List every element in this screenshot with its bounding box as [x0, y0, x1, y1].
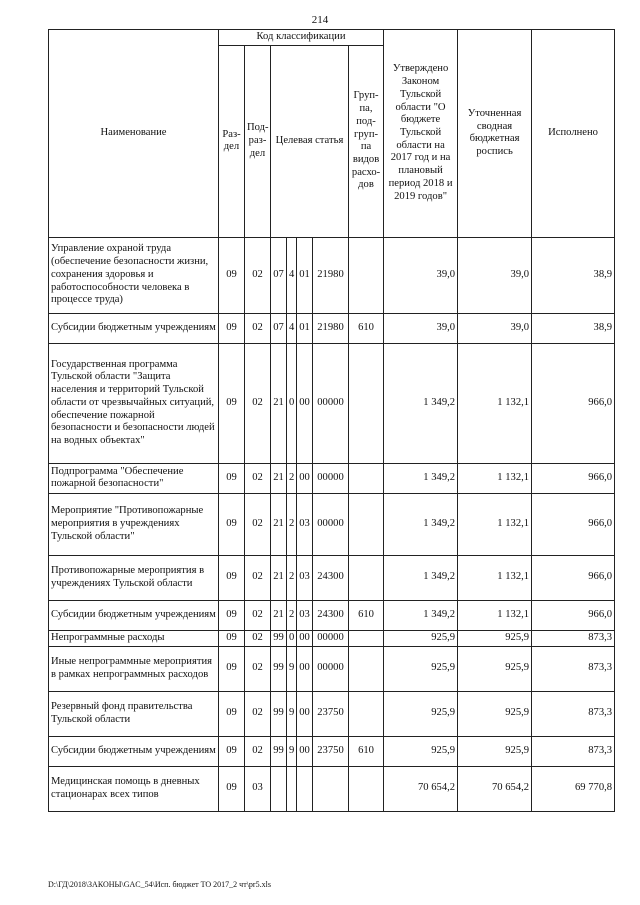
row-podrazdel: 02: [245, 463, 271, 493]
row-name: Субсидии бюджетным учреждениям: [49, 600, 219, 630]
row-target-event: 00: [297, 646, 313, 691]
row-razdel: 09: [219, 691, 245, 736]
table-row: [49, 555, 615, 600]
row-revised: 70 654,2: [458, 766, 532, 811]
file-path-footer: D:\ГД\2018\ЗАКОНЫ\GAC_54\Исп. бюджет ТО 2017_2 чт\pr5.xls: [48, 880, 271, 889]
row-target-direction: 24300: [313, 600, 349, 630]
row-executed: 966,0: [532, 343, 615, 463]
row-target-direction: 00000: [313, 343, 349, 463]
row-revised: 39,0: [458, 313, 532, 343]
row-target-program: 07: [271, 237, 287, 313]
row-group: [349, 463, 384, 493]
table-row: [49, 463, 615, 493]
header-group: Груп-па, под-груп-па видов расхо-дов: [349, 45, 384, 237]
row-target-program: 21: [271, 493, 287, 555]
header-approved: Утверждено Законом Тульской области "О бюджете Тульской области на 2017 год и на плановый период 2018 и 2019 годов": [384, 30, 458, 238]
row-revised: 1 132,1: [458, 463, 532, 493]
row-razdel: 09: [219, 646, 245, 691]
row-razdel: 09: [219, 600, 245, 630]
row-target-subprogram: 4: [287, 313, 297, 343]
row-approved: 1 349,2: [384, 555, 458, 600]
row-executed: 966,0: [532, 463, 615, 493]
row-target-program: 21: [271, 600, 287, 630]
row-razdel: 09: [219, 343, 245, 463]
row-target-event: 01: [297, 313, 313, 343]
row-revised: 1 132,1: [458, 555, 532, 600]
row-target-event: 00: [297, 463, 313, 493]
row-approved: 1 349,2: [384, 463, 458, 493]
row-approved: 925,9: [384, 646, 458, 691]
row-target-event: 03: [297, 493, 313, 555]
table-row: [49, 600, 615, 630]
row-executed: 38,9: [532, 237, 615, 313]
row-executed: 966,0: [532, 493, 615, 555]
row-podrazdel: 02: [245, 493, 271, 555]
row-name: Государственная программа Тульской области "Защита населения и территорий Тульской области от чрезвычайных ситуаций, обеспечение пожарной безопасности и безопасности людей на водных объектах": [49, 343, 219, 463]
row-executed: 873,3: [532, 691, 615, 736]
row-executed: 69 770,8: [532, 766, 615, 811]
row-target-direction: 00000: [313, 646, 349, 691]
row-target-program: 99: [271, 691, 287, 736]
row-podrazdel: 03: [245, 766, 271, 811]
row-target-direction: 21980: [313, 237, 349, 313]
row-razdel: 09: [219, 555, 245, 600]
header-name: Наименование: [49, 30, 219, 238]
row-target-program: [271, 766, 287, 811]
table-row: [49, 736, 615, 766]
row-executed: 966,0: [532, 600, 615, 630]
table-row: [49, 237, 615, 313]
row-group: 610: [349, 313, 384, 343]
row-target-event: 00: [297, 630, 313, 646]
row-target-event: 00: [297, 691, 313, 736]
row-target-subprogram: 2: [287, 463, 297, 493]
row-approved: 1 349,2: [384, 493, 458, 555]
row-target-event: 03: [297, 600, 313, 630]
header-code: Код классификации: [219, 30, 384, 46]
row-target-event: 00: [297, 343, 313, 463]
page-number: 214: [311, 14, 329, 26]
row-group: [349, 646, 384, 691]
table-row: [49, 343, 615, 463]
row-podrazdel: 02: [245, 630, 271, 646]
row-podrazdel: 02: [245, 555, 271, 600]
row-executed: 966,0: [532, 555, 615, 600]
row-razdel: 09: [219, 630, 245, 646]
row-podrazdel: 02: [245, 646, 271, 691]
row-target-subprogram: 9: [287, 691, 297, 736]
row-group: [349, 766, 384, 811]
row-razdel: 09: [219, 766, 245, 811]
row-revised: 1 132,1: [458, 493, 532, 555]
row-target-subprogram: 9: [287, 736, 297, 766]
table-row: [49, 313, 615, 343]
row-podrazdel: 02: [245, 691, 271, 736]
row-target-program: 21: [271, 555, 287, 600]
row-target-direction: 21980: [313, 313, 349, 343]
row-target-direction: 00000: [313, 463, 349, 493]
row-name: Субсидии бюджетным учреждениям: [49, 736, 219, 766]
row-revised: 925,9: [458, 736, 532, 766]
row-target-event: 03: [297, 555, 313, 600]
row-revised: 925,9: [458, 646, 532, 691]
row-razdel: 09: [219, 493, 245, 555]
table-row: [49, 766, 615, 811]
row-target-subprogram: 4: [287, 237, 297, 313]
row-revised: 925,9: [458, 630, 532, 646]
row-approved: 925,9: [384, 630, 458, 646]
table-row: [49, 691, 615, 736]
row-executed: 873,3: [532, 736, 615, 766]
table-row: [49, 646, 615, 691]
row-target-program: 99: [271, 736, 287, 766]
table-row: [49, 630, 615, 646]
row-group: [349, 237, 384, 313]
row-revised: 1 132,1: [458, 600, 532, 630]
budget-table: [48, 29, 615, 812]
row-target-event: 00: [297, 736, 313, 766]
row-razdel: 09: [219, 237, 245, 313]
row-target-program: 99: [271, 630, 287, 646]
row-group: 610: [349, 600, 384, 630]
row-name: Резервный фонд правительства Тульской области: [49, 691, 219, 736]
row-podrazdel: 02: [245, 600, 271, 630]
row-approved: 70 654,2: [384, 766, 458, 811]
row-group: [349, 555, 384, 600]
row-target-subprogram: 0: [287, 343, 297, 463]
row-approved: 39,0: [384, 237, 458, 313]
row-group: [349, 493, 384, 555]
row-name: Мероприятие "Противопожарные мероприятия в учреждениях Тульской области": [49, 493, 219, 555]
row-target-direction: 00000: [313, 493, 349, 555]
row-name: Непрограммные расходы: [49, 630, 219, 646]
row-target-subprogram: 2: [287, 493, 297, 555]
row-razdel: 09: [219, 463, 245, 493]
row-revised: 925,9: [458, 691, 532, 736]
row-name: Субсидии бюджетным учреждениям: [49, 313, 219, 343]
row-group: [349, 630, 384, 646]
row-name: Медицинская помощь в дневных стационарах всех типов: [49, 766, 219, 811]
row-approved: 39,0: [384, 313, 458, 343]
row-podrazdel: 02: [245, 237, 271, 313]
row-podrazdel: 02: [245, 343, 271, 463]
row-approved: 1 349,2: [384, 343, 458, 463]
row-revised: 39,0: [458, 237, 532, 313]
row-target-subprogram: 0: [287, 630, 297, 646]
row-podrazdel: 02: [245, 313, 271, 343]
row-target-program: 99: [271, 646, 287, 691]
row-target-program: 07: [271, 313, 287, 343]
row-executed: 873,3: [532, 646, 615, 691]
row-target-program: 21: [271, 343, 287, 463]
row-target-direction: 23750: [313, 736, 349, 766]
row-podrazdel: 02: [245, 736, 271, 766]
row-target-direction: 24300: [313, 555, 349, 600]
row-target-direction: 23750: [313, 691, 349, 736]
row-group: [349, 691, 384, 736]
row-target-subprogram: 2: [287, 555, 297, 600]
row-target-direction: [313, 766, 349, 811]
row-name: Подпрограмма "Обеспечение пожарной безопасности": [49, 463, 219, 493]
row-target-direction: 00000: [313, 630, 349, 646]
row-razdel: 09: [219, 736, 245, 766]
row-executed: 38,9: [532, 313, 615, 343]
row-revised: 1 132,1: [458, 343, 532, 463]
row-executed: 873,3: [532, 630, 615, 646]
row-target-event: [297, 766, 313, 811]
header-executed: Исполнено: [532, 30, 615, 238]
row-target-program: 21: [271, 463, 287, 493]
row-approved: 925,9: [384, 736, 458, 766]
row-target-subprogram: 2: [287, 600, 297, 630]
row-name: Противопожарные мероприятия в учреждениях Тульской области: [49, 555, 219, 600]
row-target-event: 01: [297, 237, 313, 313]
header-podrazdel: Под-раз-дел: [245, 45, 271, 237]
row-name: Иные непрограммные мероприятия в рамках непрограммных расходов: [49, 646, 219, 691]
row-approved: 925,9: [384, 691, 458, 736]
row-razdel: 09: [219, 313, 245, 343]
row-group: [349, 343, 384, 463]
header-razdel: Раз-дел: [219, 45, 245, 237]
header-target: Целевая статья: [271, 45, 349, 237]
row-target-subprogram: [287, 766, 297, 811]
row-group: 610: [349, 736, 384, 766]
row-approved: 1 349,2: [384, 600, 458, 630]
row-name: Управление охраной труда (обеспечение безопасности жизни, сохранения здоровья и работоспособности человека в процессе труда): [49, 237, 219, 313]
header-revised: Уточненная сводная бюджетная роспись: [458, 30, 532, 238]
table-row: [49, 493, 615, 555]
row-target-subprogram: 9: [287, 646, 297, 691]
